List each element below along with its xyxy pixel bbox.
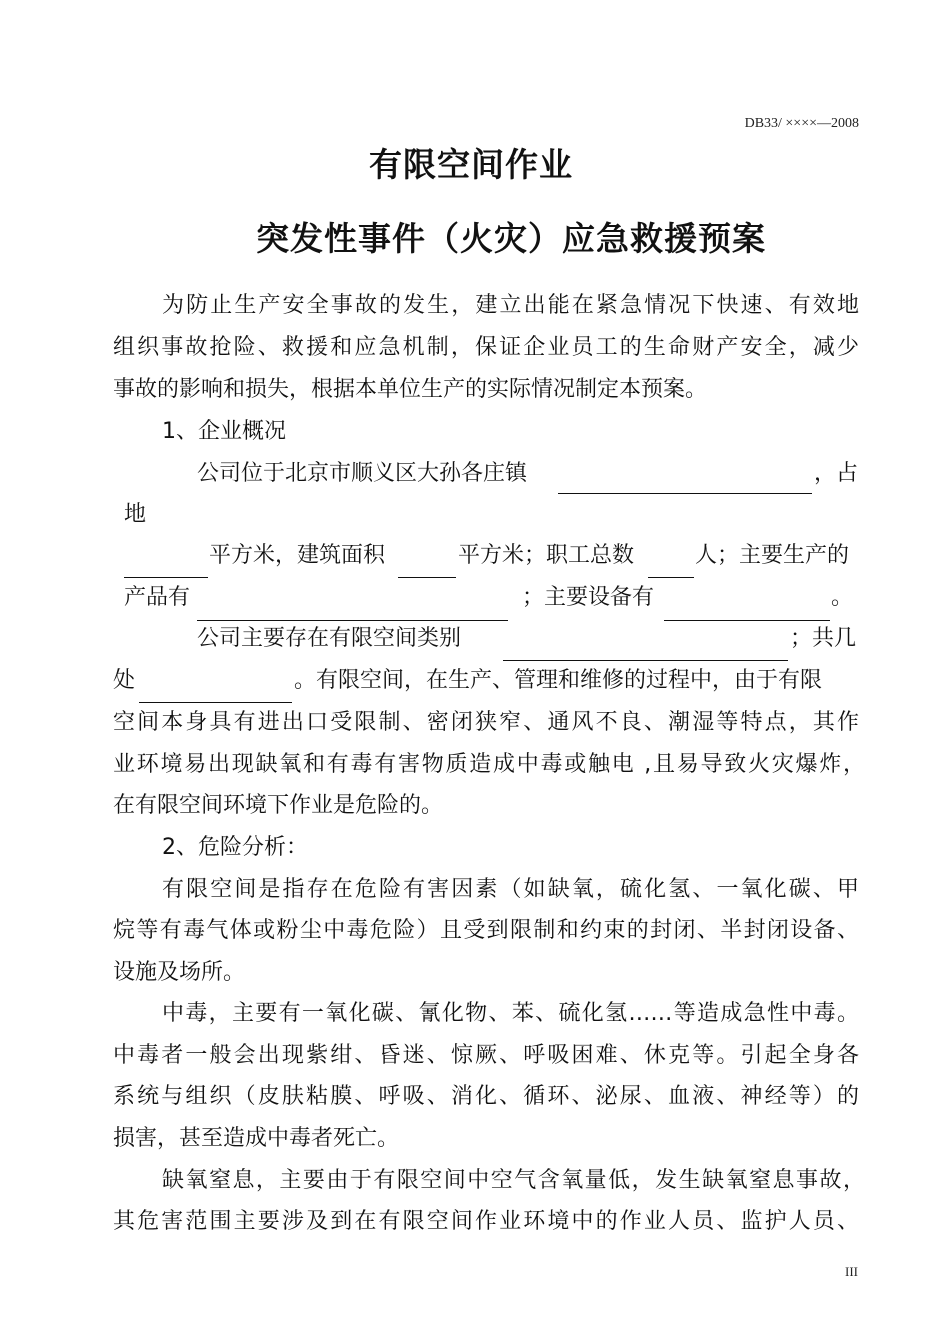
intro-line-2: 组织事故抢险、救援和应急机制，保证企业员工的生命财产安全，减少 — [113, 335, 859, 360]
area-unit: 平方米，建筑面积 — [209, 543, 386, 568]
section2-para3-line-2: 其危害范围主要涉及到在有限空间作业环境中的作业人员、监护人员、 — [113, 1209, 859, 1234]
product-blank — [197, 620, 508, 621]
equipment-blank — [664, 620, 830, 621]
section2-para1-line-2: 烷等有毒气体或粉尘中毒危险）且受到限制和约束的封闭、半封闭设备、 — [113, 918, 859, 943]
section1-body-line-3: 在有限空间环境下作业是危险的。 — [113, 793, 444, 818]
section1-body-line-1: 空间本身具有进出口受限制、密闭狭窄、通风不良、潮湿等特点，其作 — [113, 710, 859, 735]
location-suffix: ，占 — [814, 461, 859, 486]
land-label: 地 — [124, 502, 147, 527]
document-title-line1: 有限空间作业 — [369, 145, 573, 184]
staff-unit: 人；主要生产的 — [695, 543, 850, 568]
building-area-blank — [398, 577, 456, 578]
intro-line-3: 事故的影响和损失，根据本单位生产的实际情况制定本预案。 — [113, 377, 708, 402]
staff-count-blank — [648, 577, 694, 578]
land-area-blank — [124, 577, 208, 578]
section2-para2-line-3: 系统与组织（皮肤粘膜、呼吸、消化、循环、泌尿、血液、神经等）的 — [113, 1084, 859, 1109]
section2-para1-line-3: 设施及场所。 — [113, 960, 246, 985]
document-title-line2: 突发性事件（火灾）应急救援预案 — [256, 219, 766, 258]
section2-para2-line-1: 中毒，主要有一氧化碳、氰化物、苯、硫化氢……等造成急性中毒。 — [162, 1001, 859, 1026]
building-unit: 平方米；职工总数 — [458, 543, 635, 568]
location-text: 公司位于北京市顺义区大孙各庄镇 — [197, 461, 528, 486]
section2-para1-line-1: 有限空间是指存在危险有害因素（如缺氧，硫化氢、一氧化碳、甲 — [162, 877, 859, 902]
product-label: 产品有 — [124, 585, 191, 610]
section1-body-line-2: 业环境易出现缺氧和有毒有害物质造成中毒或触电 ,且易导致火灾爆炸， — [113, 752, 865, 777]
count-blank — [139, 702, 292, 703]
section2-para2-line-2: 中毒者一般会出现紫绀、昏迷、惊厥、呼吸困难、休克等。引起全身各 — [113, 1043, 859, 1068]
count-label: 处 — [113, 668, 136, 693]
space-type-blank — [503, 660, 788, 661]
page-number: III — [845, 1264, 858, 1279]
location-blank — [558, 493, 812, 494]
end-mark: 。 — [831, 585, 854, 610]
space-count-suffix: ；共几 — [790, 626, 857, 651]
equipment-label: ；主要设备有 — [522, 585, 655, 610]
section1-body-first-line: 。有限空间，在生产、管理和维修的过程中，由于有限 — [294, 668, 823, 693]
section1-heading: 1、企业概况 — [162, 419, 286, 444]
space-type-label: 公司主要存在有限空间类别 — [197, 626, 462, 651]
document-code: DB33/ ××××—2008 — [744, 116, 859, 131]
section2-heading: 2、危险分析： — [162, 835, 308, 860]
intro-line-1: 为防止生产安全事故的发生，建立出能在紧急情况下快速、有效地 — [162, 293, 859, 318]
section2-para3-line-1: 缺氧窒息，主要由于有限空间中空气含氧量低，发生缺氧窒息事故， — [162, 1168, 865, 1193]
section2-para2-line-4: 损害，甚至造成中毒者死亡。 — [113, 1126, 400, 1151]
